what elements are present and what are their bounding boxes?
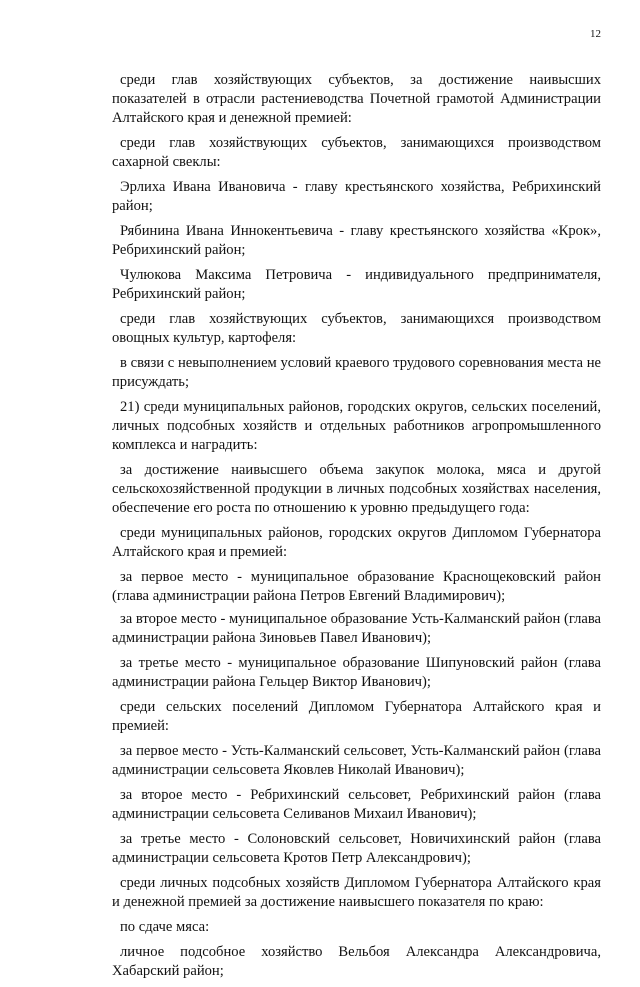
paragraph: Рябинина Ивана Иннокентьевича - главу крестьянского хозяйства «Крок», Ребрихинский район; <box>112 223 601 258</box>
paragraph: среди личных подсобных хозяйств Дипломом Губернатора Алтайского края и денежной премией за достижение наивысшего показателя по краю: <box>112 875 601 910</box>
paragraph: среди муниципальных районов, городских округов Дипломом Губернатора Алтайского края и премией: <box>112 525 601 560</box>
paragraph: Чулюкова Максима Петровича - индивидуального предпринимателя, Ребрихинский район; <box>112 267 601 302</box>
paragraph: за первое место - муниципальное образование Краснощековский район (глава администрации района Петров Евгений Владимирович); <box>112 569 601 604</box>
paragraph: по сдаче мяса: <box>120 919 210 935</box>
page-number: 12 <box>590 28 601 40</box>
paragraph: за второе место - Ребрихинский сельсовет, Ребрихинский район (глава администрации сельсовета Селиванов Михаил Иванович); <box>112 787 601 822</box>
paragraph: среди сельских поселений Дипломом Губернатора Алтайского края и премией: <box>112 699 601 734</box>
paragraph: в связи с невыполнением условий краевого трудового соревнования места не присуждать; <box>112 355 601 390</box>
paragraph: за третье место - Солоновский сельсовет, Новичихинский район (глава администрации сельсовета Кротов Петр Александрович); <box>112 831 601 866</box>
paragraph: за первое место - Усть-Калманский сельсовет, Усть-Калманский район (глава администрации сельсовета Яковлев Николай Иванович); <box>112 743 601 778</box>
paragraph: за достижение наивысшего объема закупок молока, мяса и другой сельскохозяйственной продукции в личных подсобных хозяйствах населения, обеспечение его роста по отношению к уровню предыдущего года: <box>112 462 601 516</box>
paragraph: среди глав хозяйствующих субъектов, занимающихся производством овощных культур, картофеля: <box>112 311 601 346</box>
paragraph: среди глав хозяйствующих субъектов, за достижение наивысших показателей в отрасли растениеводства Почетной грамотой Администрации Алтайского края и денежной премией: <box>112 72 601 126</box>
paragraph: Эрлиха Ивана Ивановича - главу крестьянского хозяйства, Ребрихинский район; <box>112 179 601 214</box>
paragraph: среди глав хозяйствующих субъектов, занимающихся производством сахарной свеклы: <box>112 135 601 170</box>
paragraph: за второе место - муниципальное образование Усть-Калманский район (глава администрации района Зиновьев Павел Иванович); <box>112 611 601 646</box>
paragraph: личное подсобное хозяйство Вельбоя Александра Александровича, Хабарский район; <box>112 944 601 979</box>
paragraph: за третье место - муниципальное образование Шипуновский район (глава администрации района Гельцер Виктор Иванович); <box>112 655 601 690</box>
document-body <box>112 71 601 987</box>
paragraph: 21) среди муниципальных районов, городских округов, сельских поселений, личных подсобных хозяйств и отдельных работников агропромышленного комплекса и наградить: <box>112 399 601 453</box>
